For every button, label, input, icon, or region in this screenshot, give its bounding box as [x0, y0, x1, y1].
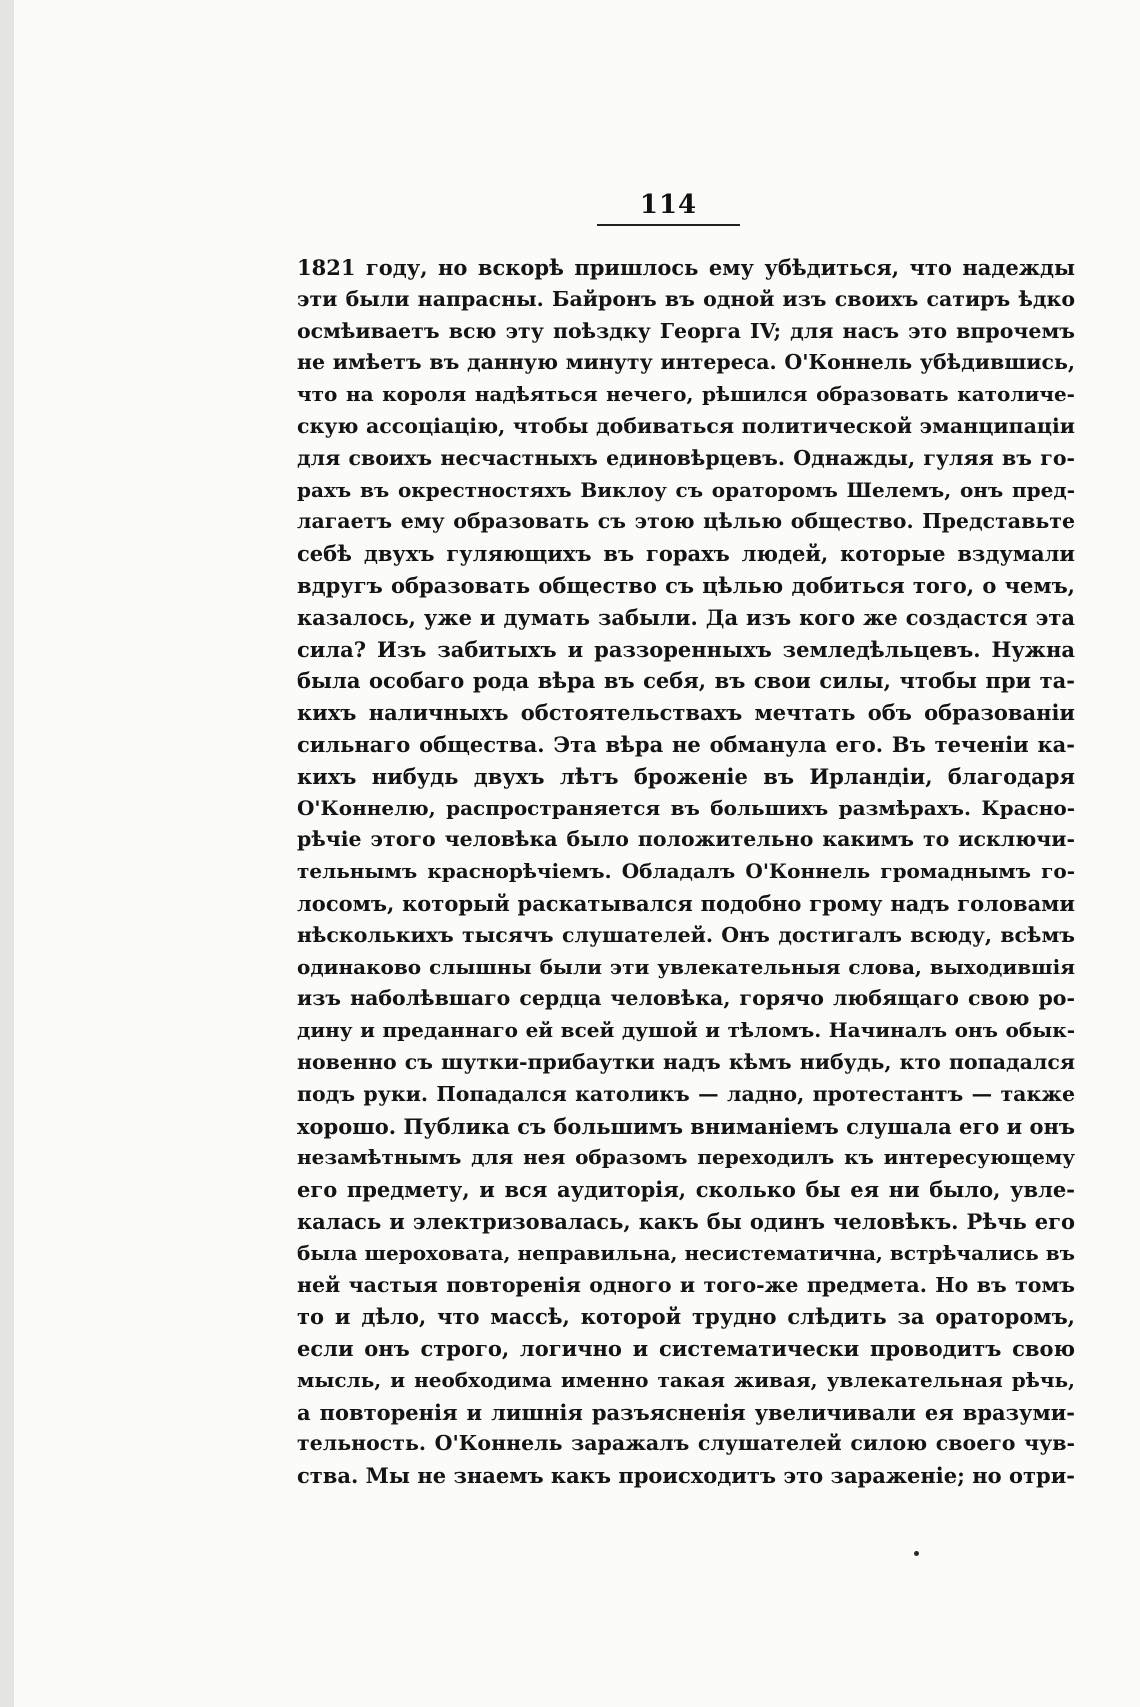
text-line: для своихъ несчастныхъ единовѣрцевъ. Однажды, гуляя въ го-	[297, 445, 1075, 470]
text-line: вдругъ образовать общество съ цѣлью добиться того, о чемъ,	[297, 572, 1075, 598]
text-line: нѣсколькихъ тысячъ слушателей. Онъ достигалъ всюду, всѣмъ	[297, 922, 1075, 947]
text-line: изъ наболѣвшаго сердца человѣка, горячо любящаго свою ро-	[297, 986, 1075, 1011]
text-line: а повторенія и лишнія разъясненія увеличивали ея вразуми-	[297, 1399, 1075, 1425]
text-line: то и дѣло, что массѣ, которой трудно слѣдить за ораторомъ,	[297, 1304, 1075, 1330]
stray-ink-dot	[914, 1551, 919, 1556]
text-line: сила? Изъ забитыхъ и раззоренныхъ земледѣльцевъ. Нужна	[297, 636, 1075, 662]
text-line: тельность. О'Коннель заражалъ слушателей силою своего чув-	[297, 1431, 1075, 1456]
text-line: незамѣтнымъ для нея образомъ переходилъ къ интересующему	[297, 1145, 1075, 1170]
page-number-rule	[597, 224, 740, 226]
text-line: рѣчіе этого человѣка было положительно какимъ то исключи-	[297, 827, 1075, 852]
text-line: не имѣетъ въ данную минуту интереса. О'Коннель убѣдившись,	[297, 350, 1075, 375]
text-line: калась и электризовалась, какъ бы одинъ человѣкъ. Рѣчь его	[297, 1208, 1075, 1234]
text-line: лагаетъ ему образовать съ этою цѣлью общество. Представьте	[297, 509, 1075, 534]
text-line: сильнаго общества. Эта вѣра не обманула его. Въ теченіи ка-	[297, 731, 1075, 757]
text-line: новенно съ шутки-прибаутки надъ кѣмъ нибудь, кто попадался	[297, 1049, 1075, 1074]
text-line: его предмету, и вся аудиторія, сколько бы ея ни было, увле-	[297, 1177, 1075, 1203]
text-line: была особаго рода вѣра въ себя, въ свои силы, чтобы при та-	[297, 668, 1075, 694]
text-line: эти были напрасны. Байронъ въ одной изъ своихъ сатиръ ѣдко	[297, 286, 1075, 311]
text-line: ней частыя повторенія одного и того-же предмета. Но въ томъ	[297, 1272, 1075, 1297]
text-line: О'Коннелю, распространяется въ большихъ размѣрахъ. Красно-	[297, 795, 1075, 820]
text-line: рахъ въ окрестностяхъ Виклоу съ ораторомъ Шелемъ, онъ пред-	[297, 477, 1075, 502]
text-line: осмѣиваетъ всю эту поѣздку Георга IV; для насъ это впрочемъ	[297, 318, 1075, 343]
text-line: что на короля надѣяться нечего, рѣшился образовать католиче-	[297, 382, 1075, 407]
text-line: если онъ строго, логично и систематически проводитъ свою	[297, 1336, 1075, 1362]
text-line: мысль, и необходима именно такая живая, увлекательная рѣчь,	[297, 1367, 1075, 1392]
page-number: 114	[639, 190, 698, 220]
text-line: дину и преданнаго ей всей душой и тѣломъ. Начиналъ онъ обык-	[297, 1018, 1075, 1043]
text-line: была шероховата, неправильна, несистематична, встрѣчались въ	[297, 1240, 1075, 1265]
text-line: одинаково слышны были эти увлекательныя слова, выходившія	[297, 954, 1075, 979]
body-text	[297, 252, 1075, 1492]
text-line: лосомъ, который раскатывался подобно грому надъ головами	[297, 890, 1075, 916]
text-line: подъ руки. Попадался католикъ — ладно, протестантъ — также	[297, 1081, 1075, 1106]
text-line: кихъ наличныхъ обстоятельствахъ мечтать объ образованіи	[297, 700, 1075, 726]
text-line: ства. Мы не знаемъ какъ происходитъ это зараженіе; но отри-	[297, 1463, 1075, 1489]
text-line: тельнымъ краснорѣчіемъ. Обладалъ О'Коннель громаднымъ го-	[297, 859, 1075, 884]
text-line: 1821 году, но вскорѣ пришлось ему убѣдиться, что надежды	[297, 255, 1075, 280]
text-line: казалось, уже и думать забыли. Да изъ кого же создастся эта	[297, 604, 1075, 630]
text-line: себѣ двухъ гуляющихъ въ горахъ людей, которые вздумали	[297, 541, 1075, 567]
text-line: кихъ нибудь двухъ лѣтъ броженіе въ Ирландіи, благодаря	[297, 763, 1075, 789]
text-line: скую ассоціацію, чтобы добиваться политической эманципаціи	[297, 413, 1075, 438]
text-line: хорошо. Публика съ большимъ вниманіемъ слушала его и онъ	[297, 1113, 1075, 1139]
